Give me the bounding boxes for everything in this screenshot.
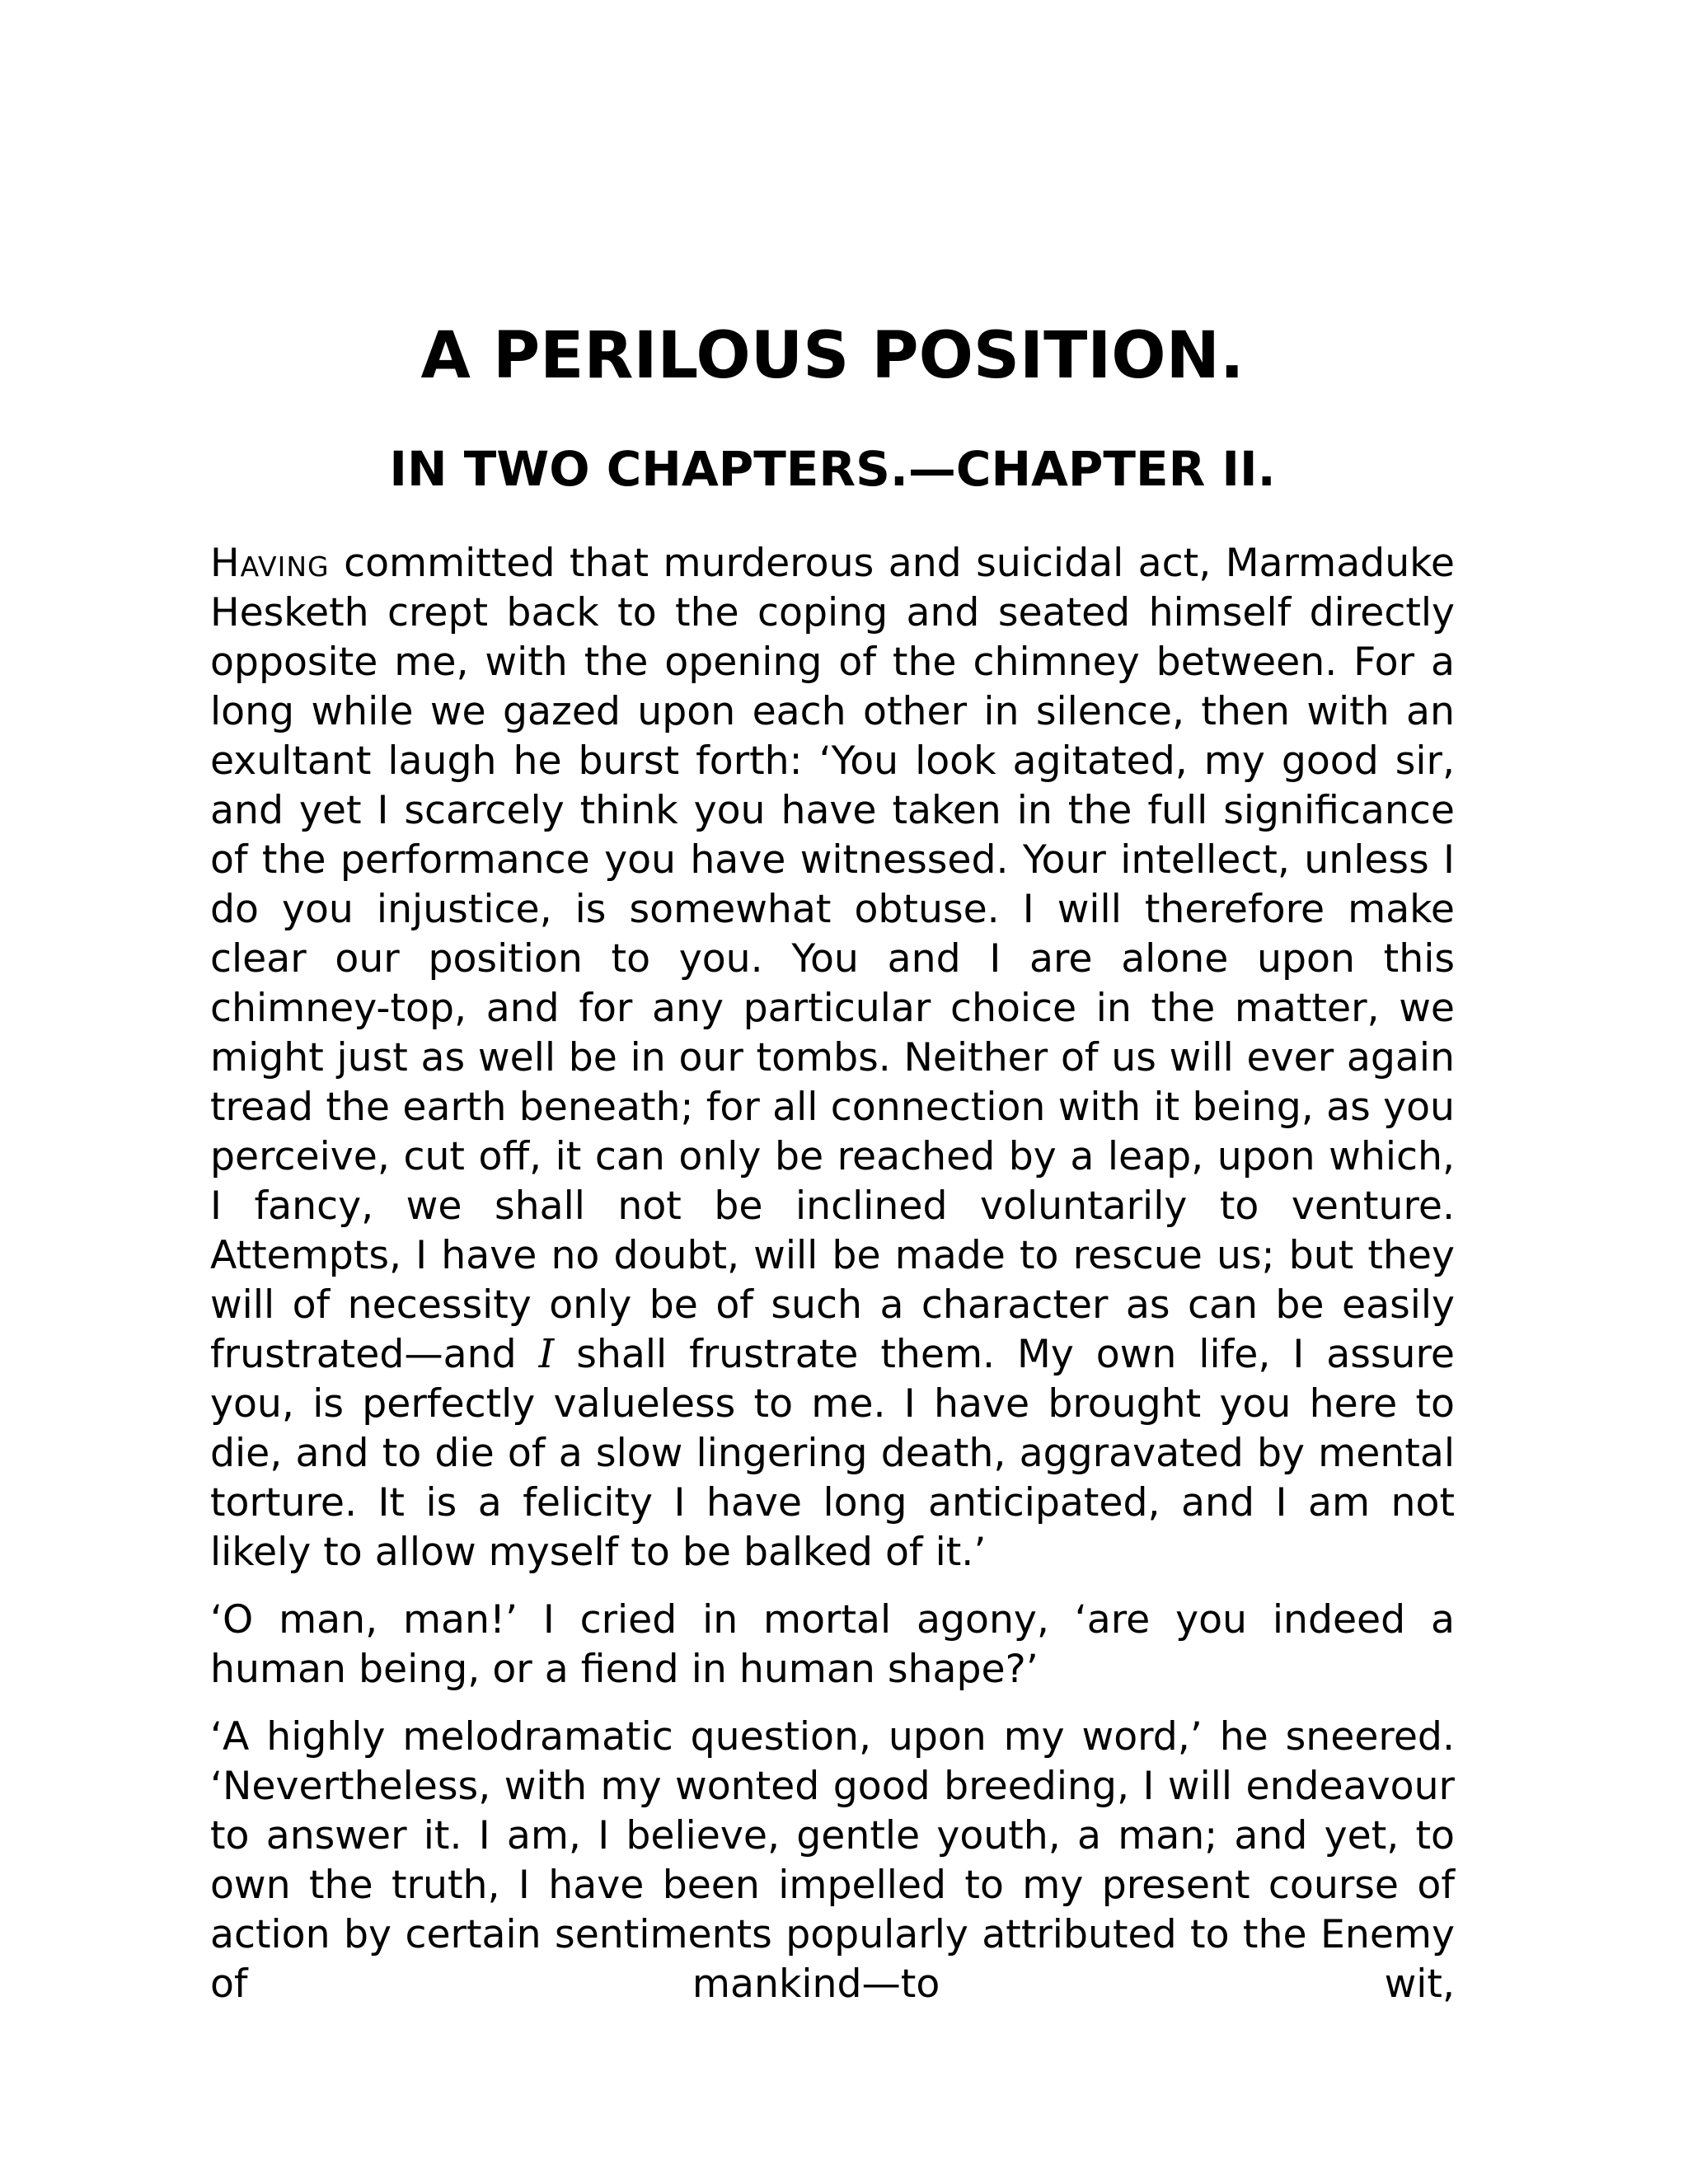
body-text [210, 539, 1455, 2009]
page [210, 321, 1455, 2009]
paragraph [210, 1713, 1455, 2009]
opening-word: Having [210, 540, 330, 586]
page-title: A PERILOUS POSITION. [420, 319, 1245, 393]
paragraph-text: ‘A highly melodramatic question, upon my word,’ he sneered. ‘Nevertheless, with my wonted good breeding, I will endeavour to answer it. I am, I believe, gentle youth, a man; and yet, to own the truth, I have been impelled to my present course of action by certain sentiments popularly attributed to the Enemy of mankind—to wit, [210, 1713, 1455, 2007]
paragraph-text: ‘O man, man!’ I cried in mortal agony, ‘are you indeed a human being, or a fiend in human shape?’ [210, 1596, 1455, 1692]
paragraph-text: committed that murderous and suicidal act, Marmaduke Hesketh crept back to the coping and seated himself directly opposite me, with the opening of the chimney between. For a long while we gazed upon each other in silence, then with an exultant laugh he burst forth: ‘You look agitated, my good sir, and yet I scarcely think you have taken in the full significance of the performance you have witnessed. Your intellect, unless I do you injustice, is somewhat obtuse. I will therefore make clear our position to you. You and I are alone upon this chimney-top, and for any particular choice in the matter, we might just as well be in our tombs. Neither of us will ever again tread the earth beneath; for all connection with it being, as you perceive, cut off, it can only be reached by a leap, upon which, I fancy, we shall not be inclined voluntarily to venture. Attempts, I have no doubt, will be made to rescue us; but they will of necessity only be of such a character as can be easily frustrated—and [210, 540, 1455, 1377]
paragraph [210, 1596, 1455, 1694]
paragraph [210, 539, 1455, 1577]
emphasis-text: I [538, 1331, 555, 1377]
chapter-subtitle: IN TWO CHAPTERS.—CHAPTER II. [389, 440, 1276, 497]
paragraph-text: shall frustrate them. My own life, I assure you, is perfectly valueless to me. I have brought you here to die, and to die of a slow lingering death, aggravated by mental torture. It is a felicity I have long anticipated, and I am not likely to allow myself to be balked of it.’ [210, 1331, 1455, 1575]
